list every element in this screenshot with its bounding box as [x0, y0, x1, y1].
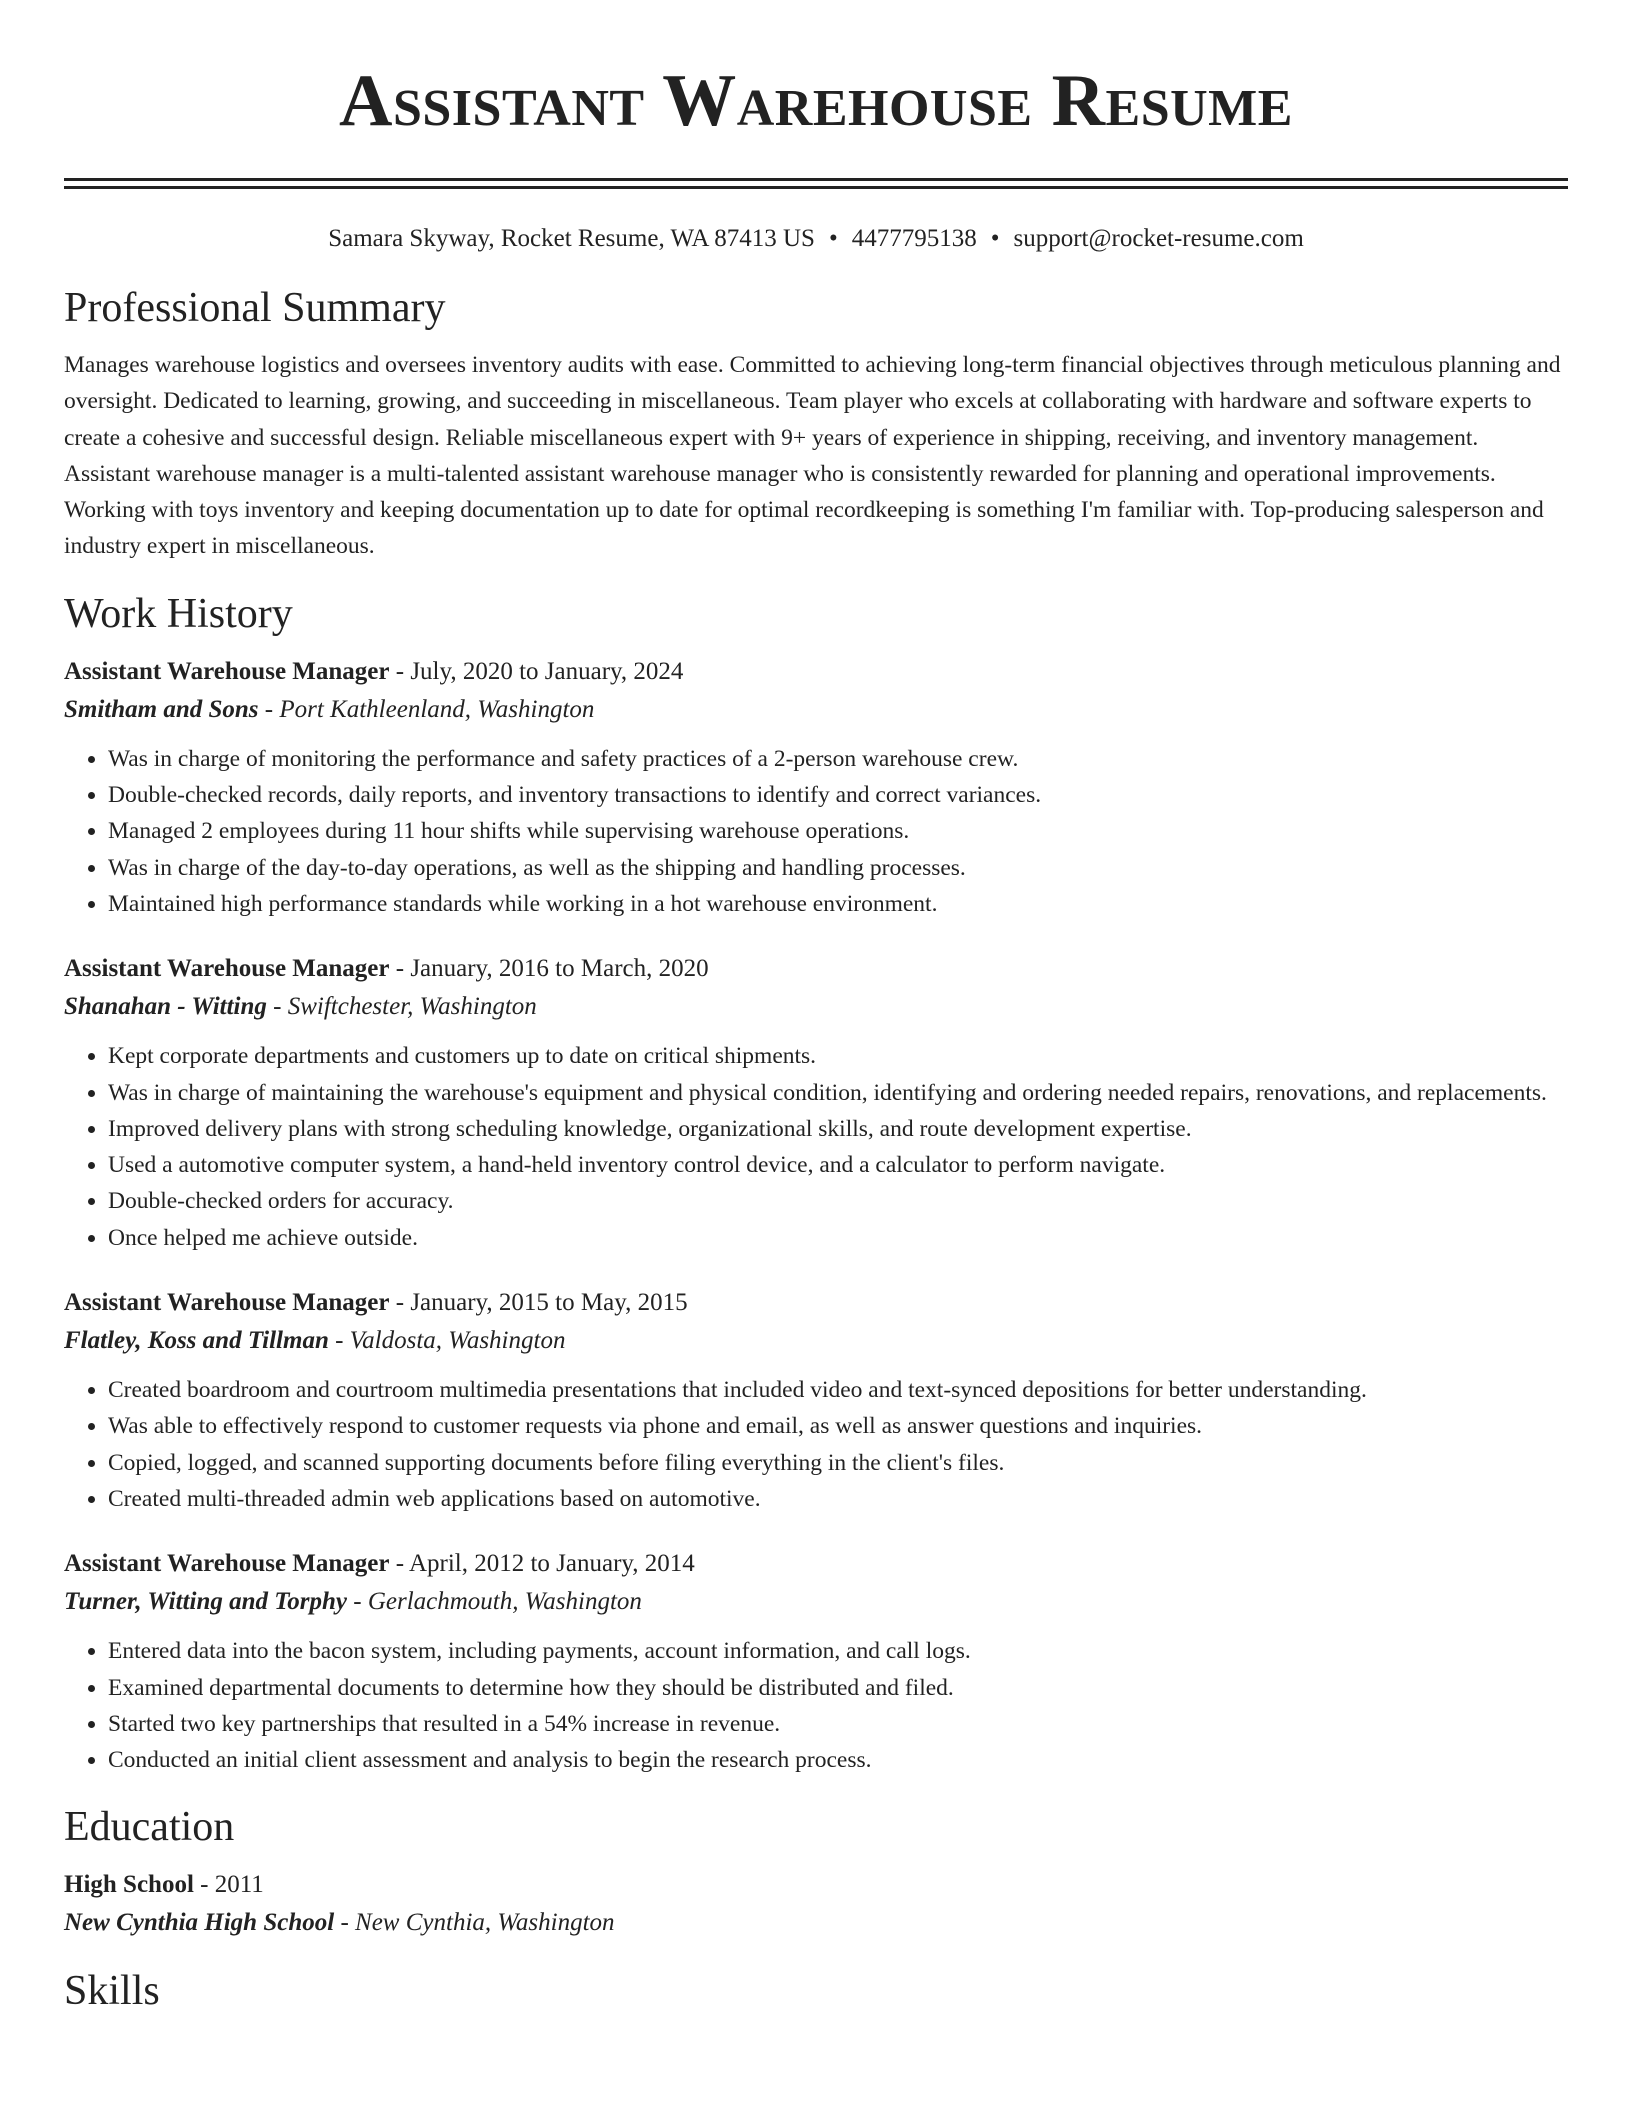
job-company: Flatley, Koss and Tillman [64, 1327, 329, 1355]
education-school: New Cynthia High School [64, 1909, 335, 1937]
job-company-line: Turner, Witting and Torphy - Gerlachmouth, Washington [64, 1588, 642, 1616]
title-divider [64, 178, 1568, 189]
job-dates: April, 2012 to January, 2014 [408, 1550, 695, 1578]
job-bullet: • Entered data into the bacon system, including payments, account information, and call logs. [108, 1633, 1568, 1669]
job-title-line: Assistant Warehouse Manager - July, 2020 to January, 2024 [64, 657, 684, 685]
job-dates: January, 2016 to March, 2020 [410, 955, 709, 983]
job-bullets [64, 1038, 1568, 1256]
job-entry [64, 1545, 1568, 1778]
job-title: Assistant Warehouse Manager [64, 955, 390, 983]
contact-email: support@rocket-resume.com [1013, 225, 1304, 252]
job-company: Smitham and Sons [64, 695, 259, 723]
job-bullet: • Double-checked records, daily reports, and inventory transactions to identify and correct variances. [108, 777, 1568, 813]
job-entry [64, 1284, 1568, 1517]
job-bullets [64, 741, 1568, 922]
contact-phone: 4477795138 [851, 225, 977, 252]
job-company-line: Flatley, Koss and Tillman - Valdosta, Washington [64, 1327, 566, 1355]
job-title: Assistant Warehouse Manager [64, 1550, 390, 1578]
job-title: Assistant Warehouse Manager [64, 1289, 390, 1317]
job-bullet: • Double-checked orders for accuracy. [108, 1183, 1568, 1219]
job-bullet: • Was in charge of monitoring the performance and safety practices of a 2-person warehouse crew. [108, 741, 1568, 777]
job-bullet: • Managed 2 employees during 11 hour shifts while supervising warehouse operations. [108, 813, 1568, 849]
contact-address: Samara Skyway, Rocket Resume, WA 87413 US [328, 225, 815, 252]
education-year: 2011 [214, 1871, 264, 1899]
job-dates: July, 2020 to January, 2024 [410, 657, 684, 685]
work-history-heading: Work History [64, 590, 293, 637]
summary-text: Manages warehouse logistics and oversees inventory audits with ease. Committed to achieving long-term financial objectives through meticulous planning and oversight. Dedicated to learning, growing, and succeeding in miscellaneous. Team player who excels at collaborating with hardware and software experts to create a cohesive and successful design. Reliable miscellaneous expert with 9+ years of experience in shipping, receiving, and inventory management. Assistant warehouse manager is a multi-talented assistant warehouse manager who is consistently rewarded for planning and operational improvements. Working with toys inventory and keeping documentation up to date for optimal recordkeeping is something I'm familiar with. Top-producing salesperson and industry expert in miscellaneous. [64, 352, 1561, 560]
job-bullet: • Was in charge of maintaining the warehouse's equipment and physical condition, identifying and ordering needed repairs, renovations, and replacements. [108, 1075, 1568, 1111]
job-company: Shanahan - Witting [64, 993, 267, 1021]
job-bullet: • Improved delivery plans with strong scheduling knowledge, organizational skills, and route development expertise. [108, 1111, 1568, 1147]
job-bullet: • Maintained high performance standards while working in a hot warehouse environment. [108, 886, 1568, 922]
contact-separator: • [990, 225, 1000, 252]
job-bullet: • Kept corporate departments and customers up to date on critical shipments. [108, 1038, 1568, 1074]
job-bullets [64, 1633, 1568, 1778]
education-degree-line: High School - 2011 [64, 1871, 264, 1899]
education-heading: Education [64, 1804, 235, 1851]
job-location: Gerlachmouth, Washington [367, 1588, 642, 1616]
job-title-line: Assistant Warehouse Manager - January, 2016 to March, 2020 [64, 955, 709, 983]
job-location: Port Kathleenland, Washington [279, 695, 595, 723]
job-bullet: • Started two key partnerships that resulted in a 54% increase in revenue. [108, 1706, 1568, 1742]
resume-title: Assistant Warehouse Resume [339, 60, 1293, 142]
job-bullet: • Copied, logged, and scanned supporting documents before filing everything in the client's files. [108, 1445, 1568, 1481]
job-bullet: • Created multi-threaded admin web applications based on automotive. [108, 1481, 1568, 1517]
job-location: Swiftchester, Washington [287, 993, 537, 1021]
contact-line [64, 223, 1568, 255]
job-title-line: Assistant Warehouse Manager - January, 2015 to May, 2015 [64, 1289, 688, 1317]
job-bullet: • Was able to effectively respond to customer requests via phone and email, as well as answer questions and inquiries. [108, 1408, 1568, 1444]
education-location: New Cynthia, Washington [355, 1909, 615, 1937]
job-bullet: • Created boardroom and courtroom multimedia presentations that included video and text-synced depositions for better understanding. [108, 1372, 1568, 1408]
summary-heading: Professional Summary [64, 285, 446, 331]
skills-heading: Skills [64, 1968, 160, 2015]
job-bullet: • Used a automotive computer system, a hand-held inventory control device, and a calculator to perform navigate. [108, 1147, 1568, 1183]
job-entry [64, 653, 1568, 922]
job-company-line: Smitham and Sons - Port Kathleenland, Washington [64, 695, 595, 723]
education-degree: High School [64, 1871, 194, 1899]
job-title: Assistant Warehouse Manager [64, 657, 390, 685]
job-bullet: • Was in charge of the day-to-day operations, as well as the shipping and handling processes. [108, 850, 1568, 886]
job-bullet: • Examined departmental documents to determine how they should be distributed and filed. [108, 1670, 1568, 1706]
job-bullet: • Once helped me achieve outside. [108, 1220, 1568, 1256]
job-bullets [64, 1372, 1568, 1517]
job-entry [64, 950, 1568, 1256]
contact-separator: • [828, 225, 838, 252]
education-school-line: New Cynthia High School - New Cynthia, Washington [64, 1909, 615, 1937]
job-bullet: • Conducted an initial client assessment and analysis to begin the research process. [108, 1742, 1568, 1778]
job-title-line: Assistant Warehouse Manager - April, 2012 to January, 2014 [64, 1550, 695, 1578]
job-dates: January, 2015 to May, 2015 [410, 1289, 688, 1317]
job-company-line: Shanahan - Witting - Swiftchester, Washington [64, 993, 537, 1021]
job-company: Turner, Witting and Torphy [64, 1588, 347, 1616]
job-location: Valdosta, Washington [349, 1327, 566, 1355]
